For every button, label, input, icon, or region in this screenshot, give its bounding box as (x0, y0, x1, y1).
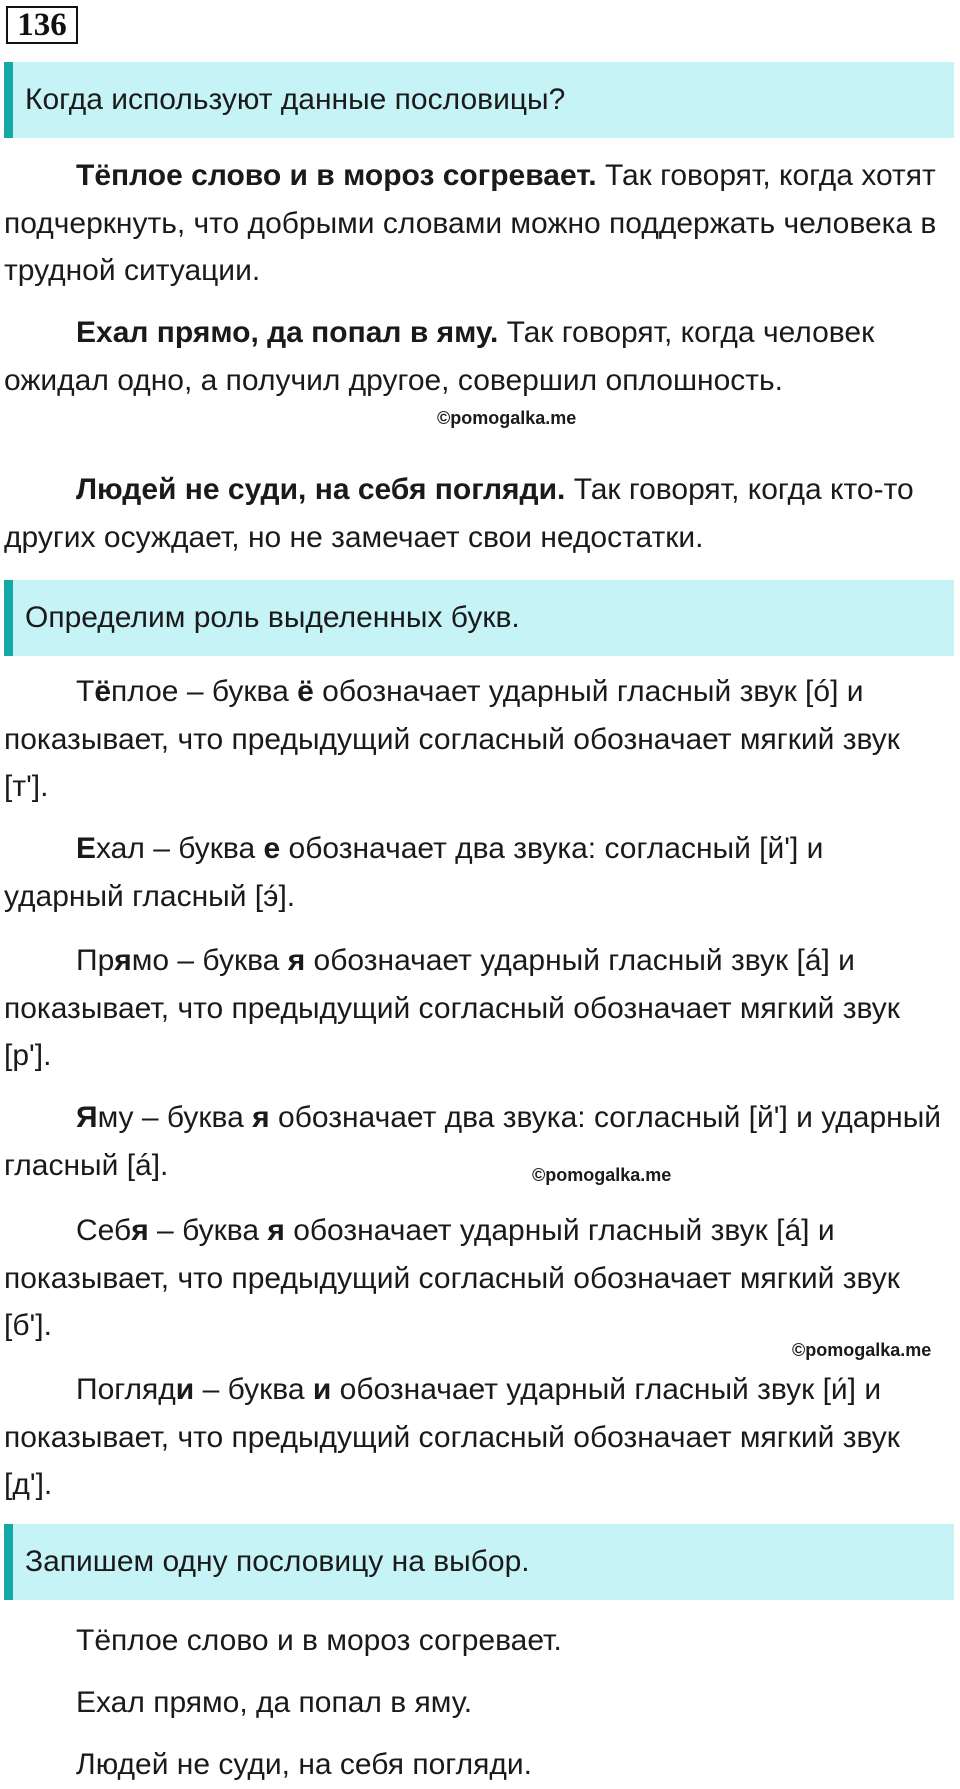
letter-name: и (312, 1373, 332, 1406)
chosen-proverb: Ехал прямо, да попал в яму. (76, 1686, 473, 1719)
section-heading-chosen: Запишем одну пословицу на выбор. (4, 1524, 954, 1600)
explanation-text: Так говорят, когда кто-то других осуждает, но не замечает свои недостатки. (4, 473, 914, 554)
letter-explanation: обозначает ударный гласный звук [á] и показывает, что предыдущий согласный обозначает мягкий звук [б']. (4, 1214, 900, 1342)
letter-name: я (252, 1101, 270, 1134)
letter-explanation: обозначает ударный гласный звук [ó] и показывает, что предыдущий согласный обозначает мягкий звук [т']. (4, 675, 900, 803)
watermark: ©pomogalka.me (792, 1340, 932, 1360)
word-part: хал (96, 832, 145, 865)
chosen-proverb: Тёплое слово и в мороз согревает. (76, 1624, 562, 1657)
letter-paragraph (4, 1094, 949, 1189)
word-part: Пр (76, 944, 115, 977)
highlighted-letter: я (114, 944, 132, 977)
letter-paragraph (4, 825, 949, 920)
letter-paragraph (4, 937, 949, 1080)
usage-paragraph (4, 466, 949, 561)
dash-text: – буква (178, 675, 298, 708)
usage-paragraph (4, 309, 949, 404)
letter-explanation: обозначает ударный гласный звук [á] и показывает, что предыдущий согласный обозначает мягкий звук [р']. (4, 944, 900, 1072)
proverb-text: Тёплое слово и в мороз согревает. (76, 159, 597, 192)
word-part: Себ (76, 1214, 132, 1247)
letter-explanation: обозначает два звука: согласный [й'] и ударный гласный [э́]. (4, 832, 824, 913)
highlighted-letter: Е (76, 832, 97, 865)
letter-name: ё (297, 675, 314, 708)
proverb-text: Ехал прямо, да попал в яму. (76, 316, 499, 349)
word-part: Погляд (76, 1373, 176, 1406)
explanation-text: Так говорят, когда хотят подчеркнуть, что добрыми словами можно поддержать человека в трудной ситуации. (4, 159, 937, 287)
dash-text: – буква (169, 944, 288, 977)
letter-explanation: обозначает два звука: согласный [й'] и ударный гласный [á]. (4, 1101, 942, 1182)
word-part: мо (131, 944, 170, 977)
letter-paragraph (4, 1366, 949, 1509)
dash-text: – буква (144, 832, 264, 865)
explanation-text: Так говорят, когда человек ожидал одно, а получил другое, совершил оплошность. (4, 316, 875, 397)
proverb-text: Людей не суди, на себя погляди. (76, 473, 566, 506)
letter-name: я (267, 1214, 285, 1247)
dash-text: – буква (148, 1214, 268, 1247)
highlighted-letter: и (175, 1373, 195, 1406)
highlighted-letter: Я (76, 1101, 98, 1134)
letter-paragraph (4, 1207, 949, 1350)
highlighted-letter: я (131, 1214, 149, 1247)
dash-text: – буква (133, 1101, 253, 1134)
letter-paragraph (4, 668, 949, 811)
task-number: 136 (6, 6, 78, 44)
letter-name: я (287, 944, 306, 977)
watermark: ©pomogalka.me (437, 408, 577, 428)
dash-text: – буква (194, 1373, 313, 1406)
word-part: Т (76, 675, 95, 708)
highlighted-letter: ё (94, 675, 112, 708)
chosen-proverb: Людей не суди, на себя погляди. (76, 1748, 532, 1781)
letter-name: е (263, 832, 281, 865)
usage-paragraph (4, 152, 949, 295)
section-heading-usage: Когда используют данные пословицы? (4, 62, 954, 138)
letter-explanation: обозначает ударный гласный звук [и́] и показывает, что предыдущий согласный обозначает мягкий звук [д']. (4, 1373, 900, 1501)
section-heading-letters: Определим роль выделенных букв. (4, 580, 954, 656)
word-part: плое (111, 675, 179, 708)
word-part: му (97, 1101, 134, 1134)
watermark: ©pomogalka.me (532, 1165, 672, 1185)
